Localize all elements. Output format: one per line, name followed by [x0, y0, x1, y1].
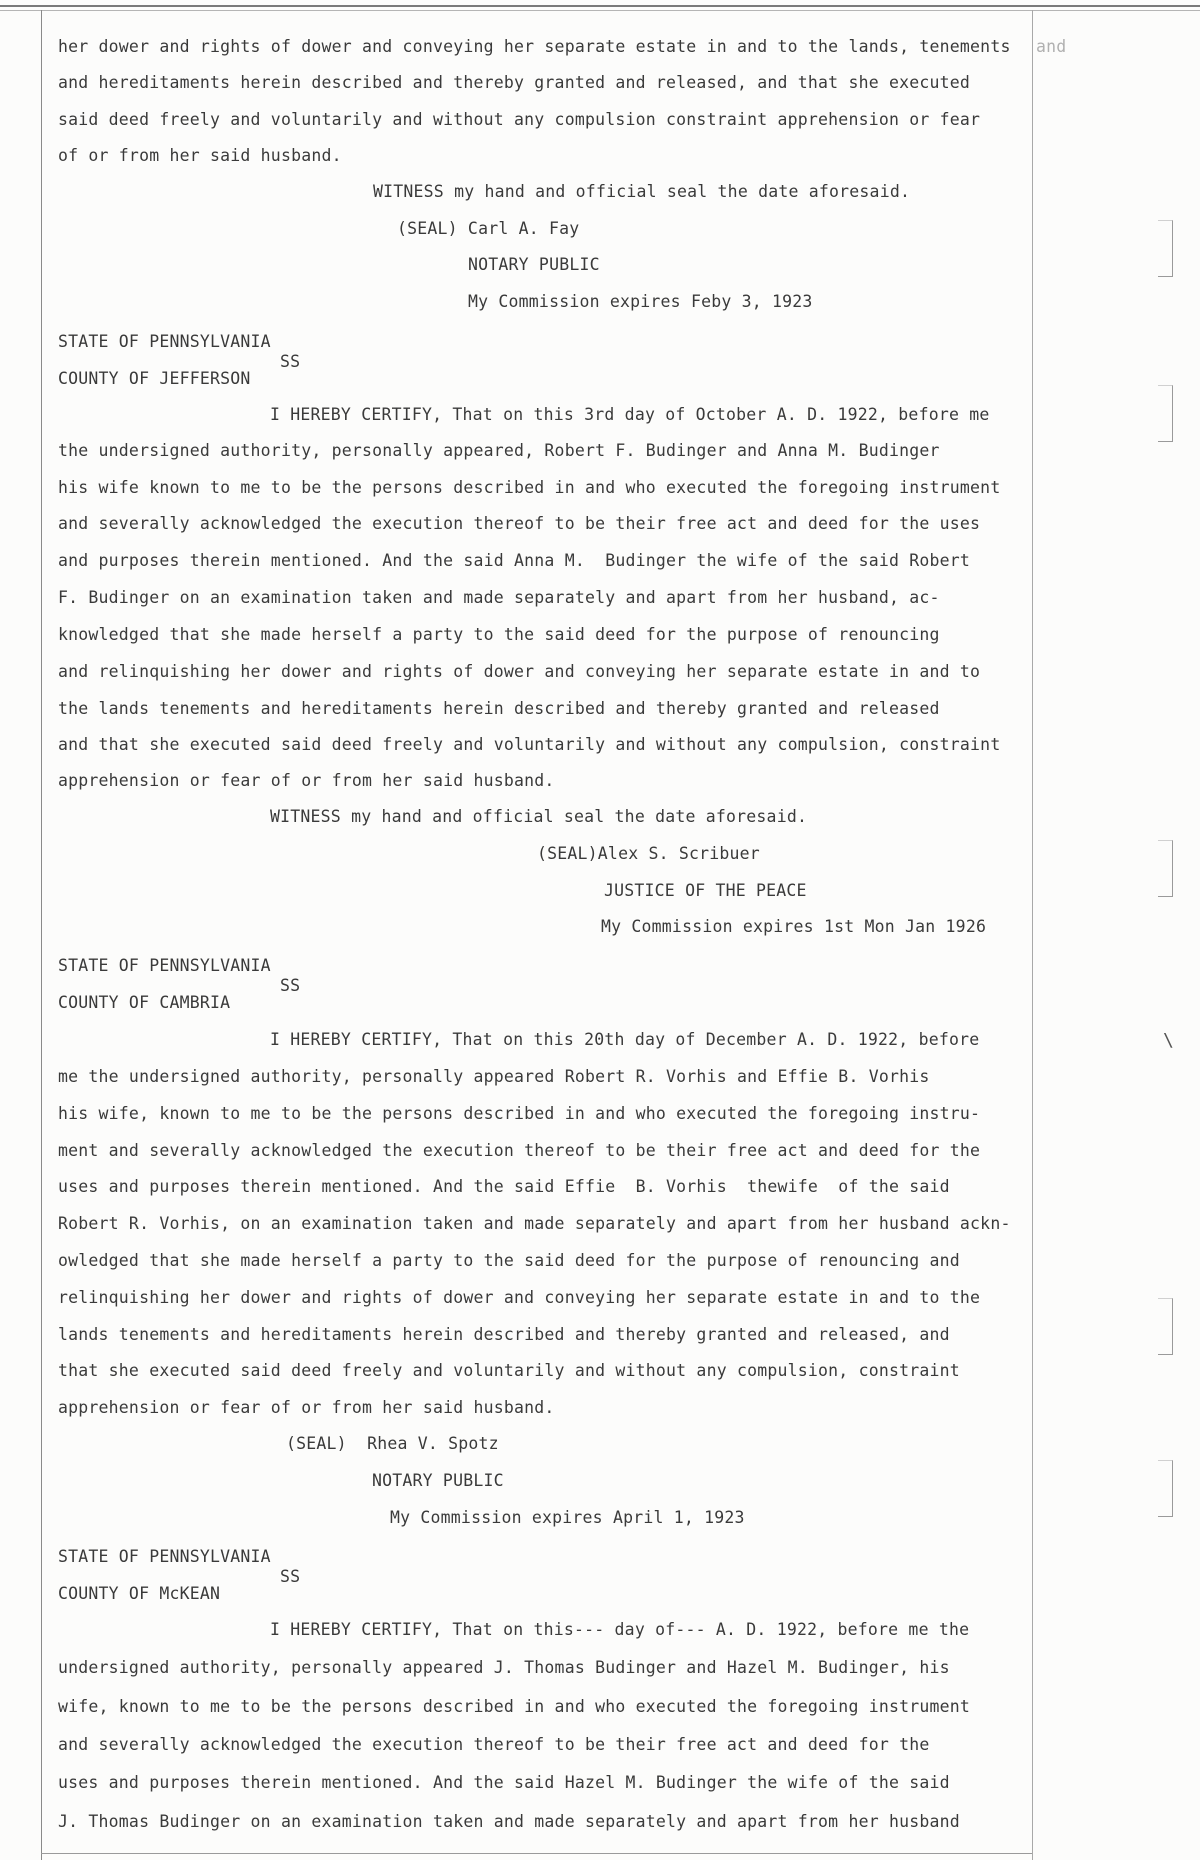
seal-signature: (SEAL)Alex S. Scribuer: [537, 844, 760, 863]
right-margin-line: [1032, 10, 1033, 1860]
officer-title: NOTARY PUBLIC: [468, 255, 600, 274]
text-line: her dower and rights of dower and conveying her separate estate in and to the lands, tenements: [58, 37, 1011, 56]
text-line: his wife, known to me to be the persons described in and who executed the foregoing instru-: [58, 1104, 981, 1123]
top-border-line: [0, 5, 1200, 7]
text-line: me the undersigned authority, personally appeared Robert R. Vorhis and Effie B. Vorhis: [58, 1067, 930, 1086]
margin-bracket: [1158, 220, 1173, 277]
seal-signature: (SEAL) Rhea V. Spotz: [286, 1434, 499, 1453]
margin-tick-mark: \: [1163, 1030, 1174, 1051]
text-line: of or from her said husband.: [58, 146, 342, 165]
certify-line: I HEREBY CERTIFY, That on this--- day of--- A. D. 1922, before me the: [270, 1620, 970, 1639]
text-line: lands tenements and hereditaments herein described and thereby granted and released, and: [58, 1325, 950, 1344]
witness-line: WITNESS my hand and official seal the date aforesaid.: [373, 182, 911, 201]
text-line: J. Thomas Budinger on an examination taken and made separately and apart from her husband: [58, 1812, 960, 1831]
margin-bracket: [1158, 1460, 1173, 1517]
text-line: the undersigned authority, personally appeared, Robert F. Budinger and Anna M. Budinger: [58, 441, 940, 460]
margin-overflow-text: and: [1036, 37, 1067, 56]
county-heading: COUNTY OF CAMBRIA: [58, 993, 231, 1012]
text-line: apprehension or fear of or from her said husband.: [58, 771, 555, 790]
text-line: undersigned authority, personally appeared J. Thomas Budinger and Hazel M. Budinger, his: [58, 1658, 950, 1677]
witness-line: WITNESS my hand and official seal the date aforesaid.: [270, 807, 808, 826]
officer-title: NOTARY PUBLIC: [372, 1471, 504, 1490]
bottom-border-line: [41, 1853, 1032, 1854]
text-line: said deed freely and voluntarily and without any compulsion constraint apprehension or fear: [58, 110, 981, 129]
text-line: uses and purposes therein mentioned. And the said Hazel M. Budinger the wife of the said: [58, 1773, 950, 1792]
state-heading: STATE OF PENNSYLVANIA: [58, 956, 271, 975]
ss-mark: SS: [280, 352, 301, 371]
text-line: and that she executed said deed freely and voluntarily and without any compulsion, constraint: [58, 735, 1001, 754]
certify-line: I HEREBY CERTIFY, That on this 20th day of December A. D. 1922, before: [270, 1030, 980, 1049]
text-line: Robert R. Vorhis, on an examination taken and made separately and apart from her husband ackn-: [58, 1214, 1011, 1233]
ss-mark: SS: [280, 976, 301, 995]
commission-expiry: My Commission expires 1st Mon Jan 1926: [601, 917, 987, 936]
certify-line: I HEREBY CERTIFY, That on this 3rd day of October A. D. 1922, before me: [270, 405, 990, 424]
text-line: relinquishing her dower and rights of dower and conveying her separate estate in and to the: [58, 1288, 981, 1307]
text-line: and severally acknowledged the execution thereof to be their free act and deed for the uses: [58, 514, 981, 533]
text-line: and purposes therein mentioned. And the said Anna M. Budinger the wife of the said Robert: [58, 551, 971, 570]
text-line: wife, known to me to be the persons described in and who executed the foregoing instrument: [58, 1697, 971, 1716]
text-line: and relinquishing her dower and rights of dower and conveying her separate estate in and to: [58, 662, 981, 681]
commission-expiry: My Commission expires April 1, 1923: [390, 1508, 745, 1527]
county-heading: COUNTY OF JEFFERSON: [58, 369, 251, 388]
text-line: owledged that she made herself a party to the said deed for the purpose of renouncing and: [58, 1251, 960, 1270]
county-heading: COUNTY OF McKEAN: [58, 1584, 221, 1603]
text-line: uses and purposes therein mentioned. And the said Effie B. Vorhis thewife of the said: [58, 1177, 950, 1196]
text-line: his wife known to me to be the persons described in and who executed the foregoing instrument: [58, 478, 1001, 497]
text-line: the lands tenements and hereditaments herein described and thereby granted and released: [58, 699, 940, 718]
margin-bracket: [1158, 1298, 1173, 1355]
seal-signature: (SEAL) Carl A. Fay: [397, 219, 580, 238]
ss-mark: SS: [280, 1567, 301, 1586]
commission-expiry: My Commission expires Feby 3, 1923: [468, 292, 813, 311]
margin-bracket: [1158, 385, 1173, 442]
text-line: F. Budinger on an examination taken and made separately and apart from her husband, ac-: [58, 588, 940, 607]
text-line: that she executed said deed freely and voluntarily and without any compulsion, constraint: [58, 1361, 960, 1380]
officer-title: JUSTICE OF THE PEACE: [604, 881, 807, 900]
text-line: and severally acknowledged the execution thereof to be their free act and deed for the: [58, 1735, 930, 1754]
top-border-line-inner: [0, 10, 1200, 11]
margin-bracket: [1158, 840, 1173, 897]
text-line: and hereditaments herein described and thereby granted and released, and that she executed: [58, 73, 971, 92]
text-line: apprehension or fear of or from her said husband.: [58, 1398, 555, 1417]
state-heading: STATE OF PENNSYLVANIA: [58, 332, 271, 351]
left-margin-line: [41, 10, 42, 1860]
text-line: ment and severally acknowledged the execution thereof to be their free act and deed for the: [58, 1141, 981, 1160]
state-heading: STATE OF PENNSYLVANIA: [58, 1547, 271, 1566]
text-line: knowledged that she made herself a party to the said deed for the purpose of renouncing: [58, 625, 940, 644]
